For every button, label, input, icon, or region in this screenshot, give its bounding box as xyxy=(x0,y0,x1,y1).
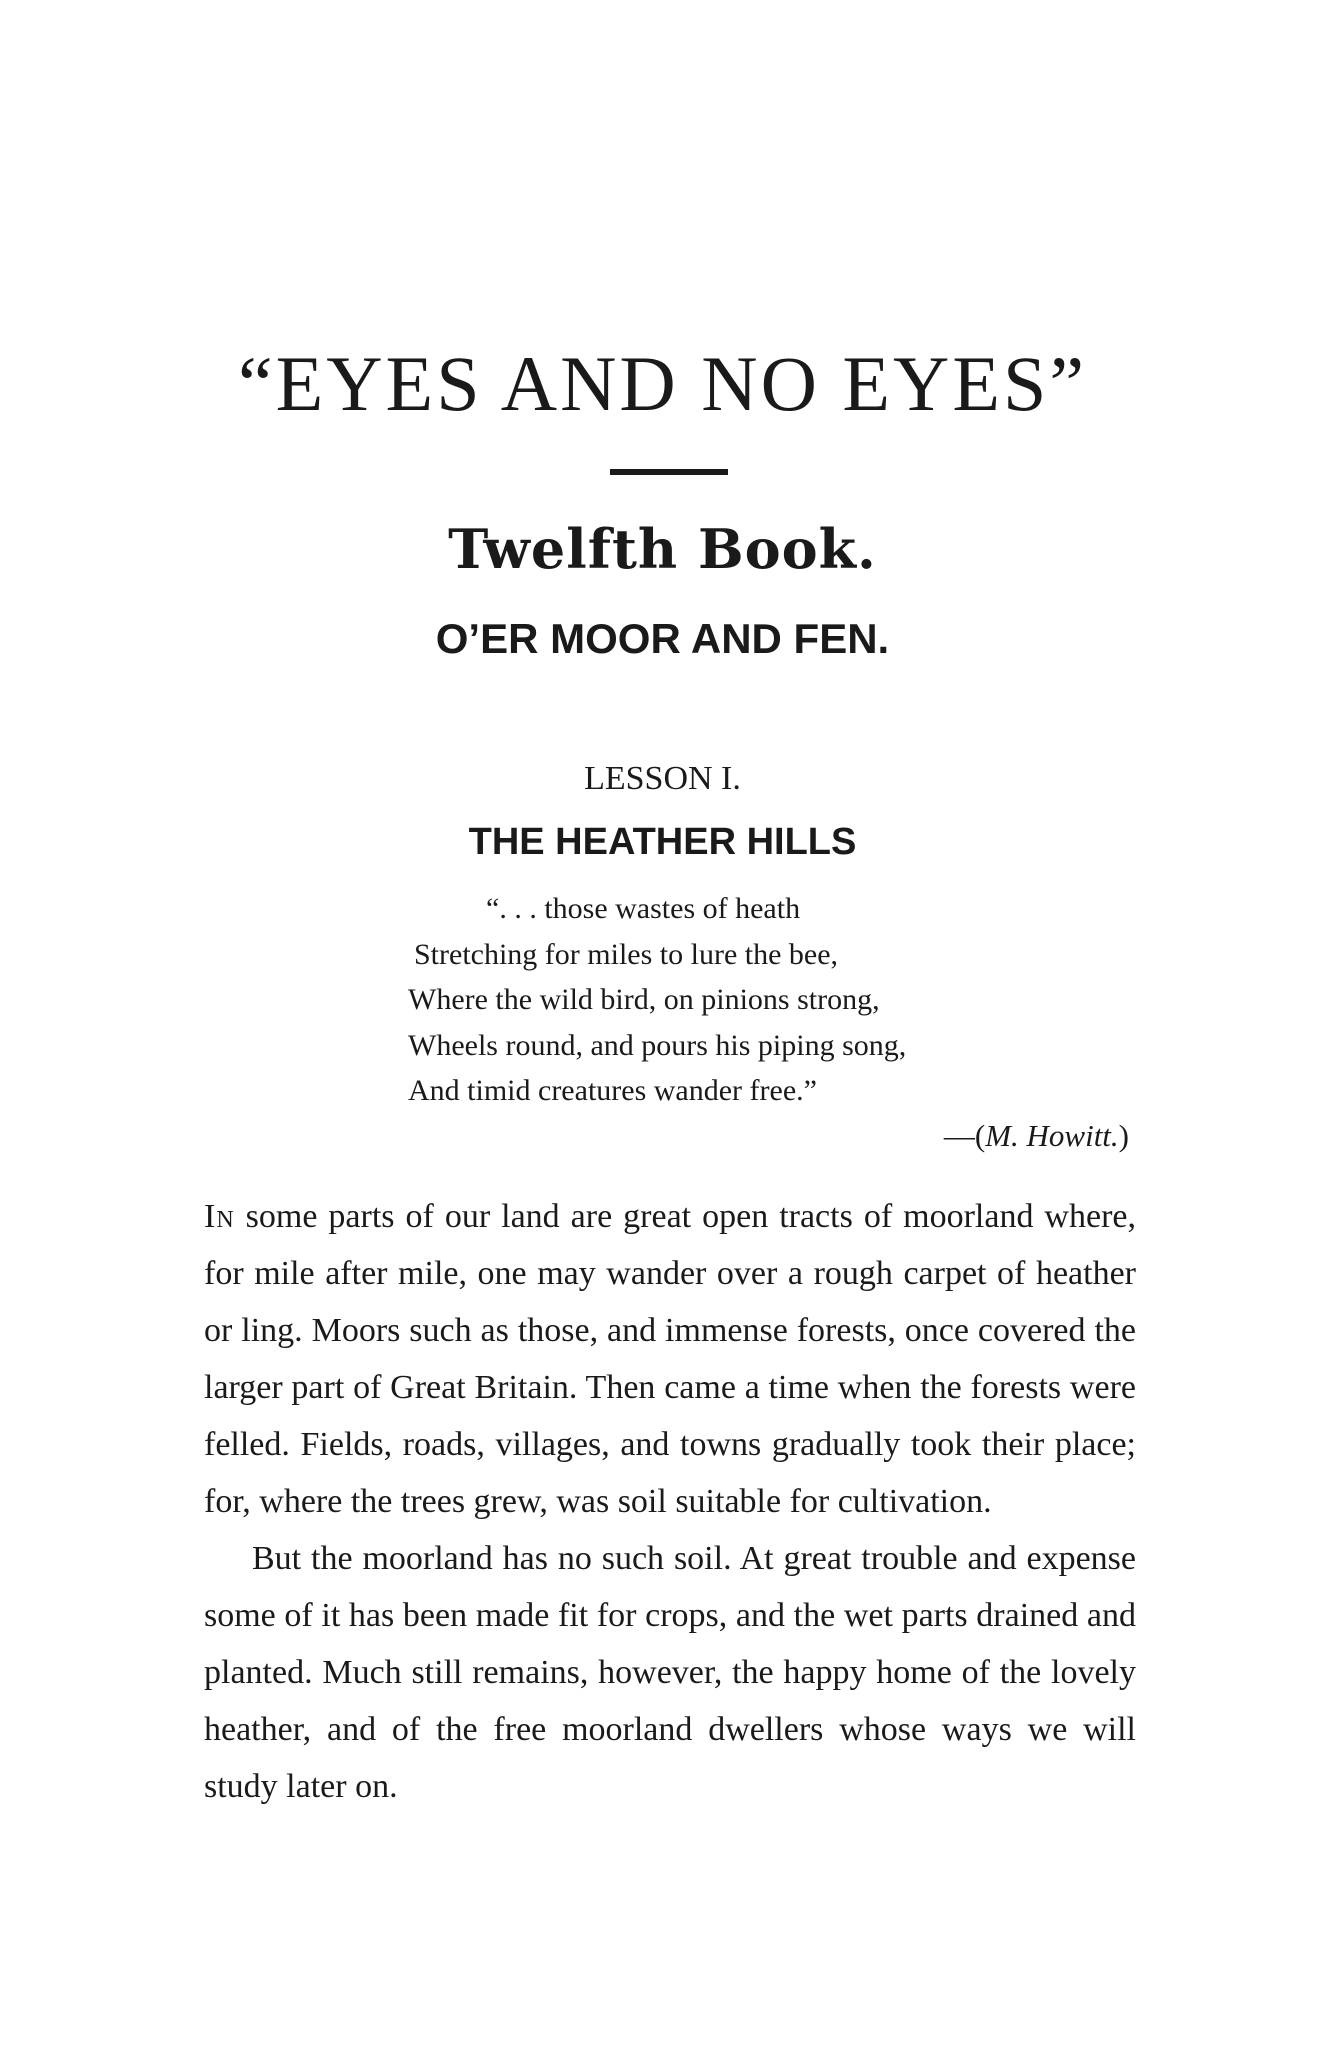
lesson-title: THE HEATHER HILLS xyxy=(468,821,857,863)
page-title: “EYES AND NO EYES” xyxy=(237,340,1088,427)
epigraph-line: Wheels round, and pours his piping song, xyxy=(408,1028,907,1062)
book-heading: Twelfth Book. xyxy=(448,517,877,581)
body-text xyxy=(204,1188,1136,1815)
title-rule-divider xyxy=(610,469,728,475)
paragraph-text: some parts of our land are great open tracts of moorland where, for mile after mile, one may wander over a rough carpet of heather or ling. Moors such as those, and immense forests, once covered the larger part of Great Britain. Then came a time when the forests were felled. Fields, roads, villages, and towns gradually took their place; for, where the trees grew, was soil suitable for cultivation. xyxy=(204,1198,1136,1520)
epigraph-attribution xyxy=(944,1120,1129,1151)
attribution-text: —(M. Howitt.) xyxy=(943,1118,1129,1153)
paragraph: But the moorland has no such soil. At great trouble and expense some of it has been made fit for crops, and the wet parts drained and planted. Much still remains, however, the happy home of the lovely heather, and of the free moorland dwellers whose ways we will study later on. xyxy=(204,1540,1136,1805)
paragraph xyxy=(204,1188,1136,1530)
lesson-number: LESSON I. xyxy=(584,760,741,797)
epigraph-line: Stretching for miles to lure the bee, xyxy=(414,937,839,971)
part-heading: O’ER MOOR AND FEN. xyxy=(435,615,890,662)
epigraph-line: “. . . those wastes of heath xyxy=(486,892,801,925)
epigraph-line: Where the wild bird, on pinions strong, xyxy=(408,983,880,1016)
epigraph xyxy=(408,886,998,1114)
epigraph-line: And timid creatures wander free.” xyxy=(408,1074,817,1107)
attribution-author: M. Howitt. xyxy=(985,1118,1119,1153)
paragraph-lead-word: In xyxy=(204,1198,235,1235)
